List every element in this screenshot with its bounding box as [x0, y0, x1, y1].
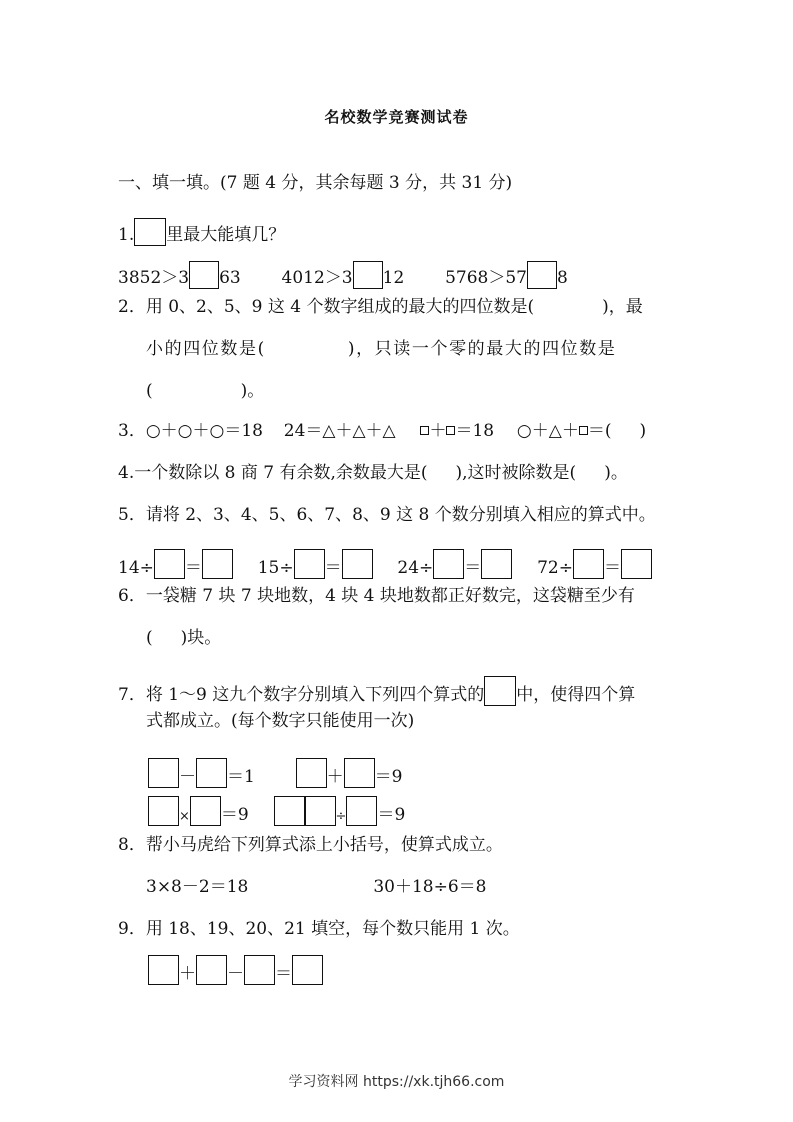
question-text: 里最大能填几？ — [166, 225, 286, 245]
text: 72÷ — [537, 558, 573, 578]
question-7-line1 — [118, 676, 635, 706]
question-3 — [118, 420, 646, 442]
question-5: 5．请将 2、3、4、5、6、7、8、9 这 8 个数分别填入相应的算式中。 — [118, 505, 656, 525]
question-9-items — [148, 955, 323, 985]
text: ○＋△＋ — [516, 421, 579, 441]
text: 2．用 0、2、5、9 这 4 个数字组成的最大的四位数是( — [118, 297, 535, 317]
footer-watermark: 学习资料网 https://xk.tjh66.com — [288, 1074, 505, 1090]
expr-right: 8 — [557, 268, 568, 288]
answer-box[interactable] — [148, 758, 179, 788]
answer-box[interactable] — [196, 758, 227, 788]
text: ＝ — [604, 558, 621, 578]
expr-left: 3852＞3 — [118, 268, 190, 288]
equation: ○＋○＋○＝18 — [145, 421, 263, 441]
question-6-line2 — [146, 627, 221, 649]
question-1-items — [118, 261, 568, 289]
text: ＝ — [324, 558, 342, 578]
text: ＝ — [184, 558, 202, 578]
square-symbol — [579, 426, 588, 435]
text: )，只读一个零的最大的四位数是 — [347, 339, 617, 359]
answer-box[interactable] — [134, 218, 166, 246]
expr-left: 4012＞3 — [281, 268, 353, 288]
question-5-items — [118, 549, 652, 579]
question-7-row1 — [148, 758, 402, 788]
question-2-line3 — [146, 380, 264, 402]
question-2-line2 — [146, 338, 616, 360]
expr-right: 63 — [219, 268, 241, 288]
answer-box[interactable] — [189, 261, 219, 289]
text: ＝1 — [227, 767, 255, 787]
answer-box[interactable] — [621, 549, 652, 579]
answer-box[interactable] — [296, 758, 327, 788]
equation: 30＋18÷6＝8 — [373, 877, 487, 897]
answer-box[interactable] — [292, 955, 323, 985]
question-9: 9．用 18、19、20、21 填空，每个数只能用 1 次。 — [118, 919, 520, 939]
answer-box[interactable] — [346, 796, 377, 826]
text: 24÷ — [397, 558, 434, 578]
text: × — [179, 809, 190, 824]
text: ),这时被除数是( — [455, 463, 577, 483]
answer-box[interactable] — [154, 549, 185, 579]
equation: 24＝△＋△＋△ — [283, 421, 396, 441]
box-symbol — [484, 676, 516, 706]
expr-right: 12 — [382, 268, 405, 288]
text: 15÷ — [257, 558, 294, 578]
question-number: 1. — [118, 225, 135, 245]
text: ＝9 — [377, 805, 406, 825]
text: ＋ — [429, 421, 447, 441]
answer-box[interactable] — [196, 955, 227, 985]
text: ＝9 — [374, 767, 403, 787]
text: 4.一个数除以 8 商 7 有余数,余数最大是( — [118, 463, 428, 483]
question-1 — [118, 218, 285, 246]
question-number: 3． — [118, 421, 146, 441]
answer-box[interactable] — [342, 549, 373, 579]
text: － — [227, 964, 244, 984]
text: ) — [639, 421, 647, 441]
text: ＝( — [587, 421, 612, 441]
answer-box[interactable] — [344, 758, 375, 788]
text: ＝ — [275, 964, 292, 984]
text: 小的四位数是( — [146, 339, 266, 359]
text: ＋ — [179, 964, 196, 984]
text: 7．将 1～9 这九个数字分别填入下列四个算式的 — [118, 685, 485, 705]
text: ( — [146, 381, 153, 401]
answer-box[interactable] — [481, 549, 512, 579]
text: 14÷ — [118, 558, 154, 578]
answer-box[interactable] — [190, 796, 221, 826]
text: ＋ — [326, 767, 344, 787]
text: ＝18 — [455, 421, 495, 441]
section-heading: 一、填一填。(7 题 4 分，其余每题 3 分，共 31 分) — [118, 173, 513, 193]
text: )块。 — [180, 628, 222, 648]
answer-box[interactable] — [274, 796, 305, 826]
text: ÷ — [335, 809, 347, 824]
answer-box[interactable] — [148, 955, 179, 985]
answer-box[interactable] — [527, 261, 557, 289]
question-6-line1: 6．一袋糖 7 块 7 块地数，4 块 4 块地数都正好数完，这袋糖至少有 — [118, 586, 635, 606]
answer-box[interactable] — [353, 261, 383, 289]
question-8: 8．帮小马虎给下列算式添上小括号，使算式成立。 — [118, 835, 503, 855]
answer-box[interactable] — [573, 549, 604, 579]
question-4 — [118, 462, 628, 484]
page-title: 名校数学竞赛测试卷 — [324, 108, 469, 126]
question-7-row2 — [148, 796, 405, 828]
text: － — [179, 767, 196, 787]
text: 中，使得四个算 — [516, 685, 636, 705]
answer-box[interactable] — [244, 955, 275, 985]
text: )。 — [240, 381, 265, 401]
question-7-line2: 式都成立。(每个数字只能使用一次) — [146, 711, 415, 731]
expr-left: 5768＞57 — [445, 268, 527, 288]
answer-box[interactable] — [433, 549, 464, 579]
equation: 3×8－2＝18 — [146, 877, 249, 897]
text: )，最 — [602, 297, 643, 317]
text: ( — [146, 628, 153, 648]
text: )。 — [604, 463, 628, 483]
answer-box[interactable] — [148, 796, 179, 826]
question-2-line1 — [118, 296, 643, 318]
answer-box[interactable] — [305, 796, 336, 826]
answer-box[interactable] — [294, 549, 325, 579]
text: ＝ — [464, 558, 482, 578]
answer-box[interactable] — [202, 549, 233, 579]
question-8-items — [146, 876, 486, 898]
text: ＝9 — [220, 805, 249, 825]
